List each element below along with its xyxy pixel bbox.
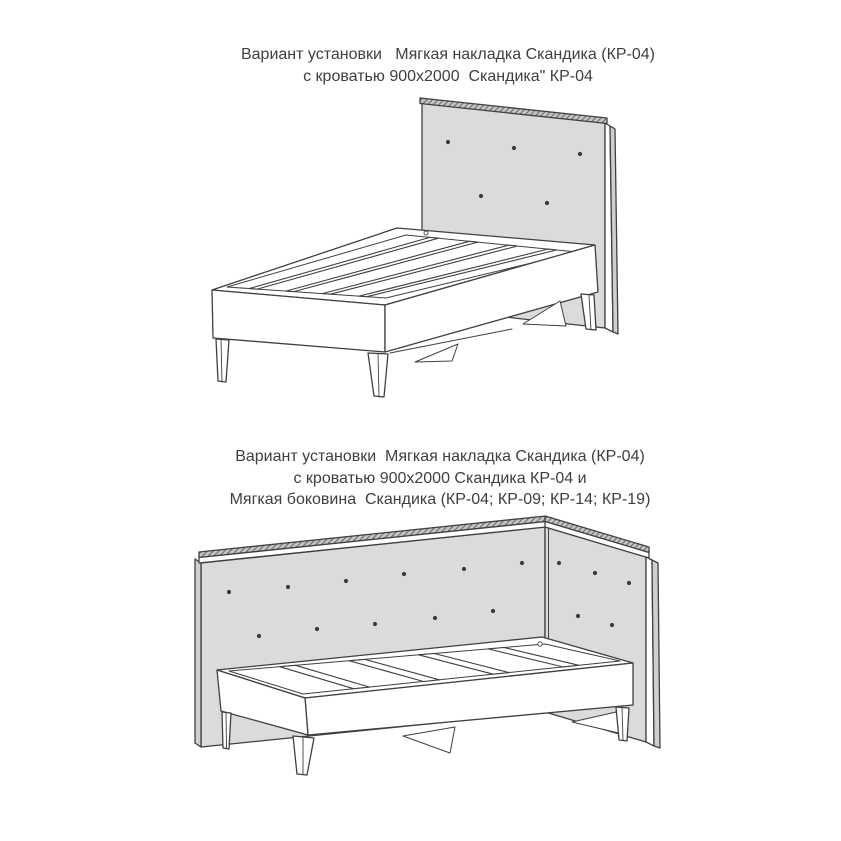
bed-diagram-headboard bbox=[190, 90, 640, 410]
right-headboard-panel bbox=[545, 516, 660, 748]
diagram1-caption-line2: с кроватью 900х2000 Скандика" КР-04 bbox=[303, 67, 593, 85]
diagram1-caption bbox=[64, 44, 832, 87]
bed-diagram-headboard-svg bbox=[190, 90, 640, 410]
diagram2-caption-line1: Вариант установки Мягкая накладка Скандика (КР-04) bbox=[235, 448, 645, 465]
diagram2-caption-line3: Мягкая боковина Скандика (КР-04; КР-09; КР-14; КР-19) bbox=[229, 491, 651, 508]
diagram2-caption-line2: с кроватью 900х2000 Скандика КР-04 и bbox=[293, 469, 587, 487]
bed-diagram-corner-svg bbox=[190, 510, 670, 795]
bed-frame bbox=[212, 228, 598, 353]
bed-diagram-corner bbox=[190, 510, 670, 795]
diagram1-caption-line1: Вариант установки Мягкая накладка Скандика (КР-04) bbox=[240, 46, 656, 63]
diagram2-caption bbox=[30, 446, 841, 511]
